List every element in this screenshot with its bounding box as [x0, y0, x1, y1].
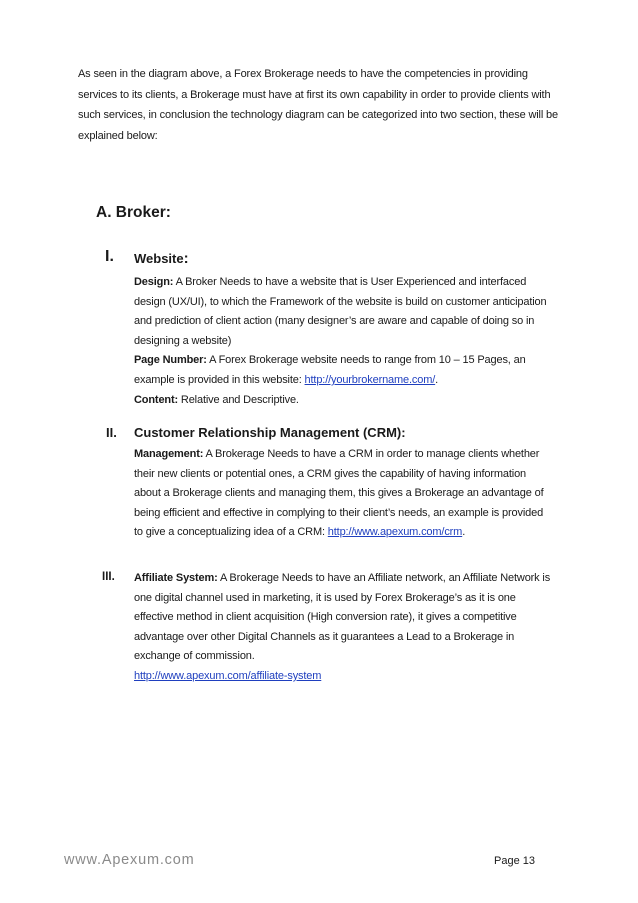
affiliate-text: A Brokerage Needs to have an Affiliate network, an Affiliate Network is one digital channel used in marketing, it is used by Forex Brokerage’s as it is one effective method in client acquisition (High conversion rate), it gives a competitive advantage over other Digital Channels as it guarantees a Lead to a Brokerage in exchange of commission.	[134, 572, 551, 663]
page-number-text: A Forex Brokerage website needs to range from 10 – 15 Pages, an example is provided in this website:	[134, 354, 526, 386]
broker-website-link[interactable]: http://yourbrokername.com/	[304, 373, 436, 386]
content-text: Relative and Descriptive.	[178, 393, 299, 406]
item-body-affiliate	[134, 569, 554, 687]
affiliate-link[interactable]: http://www.apexum.com/affiliate-system	[134, 669, 322, 682]
numeral-i: I.	[105, 248, 114, 265]
crm-link[interactable]: http://www.apexum.com/crm	[327, 526, 463, 539]
design-label: Design:	[134, 276, 174, 288]
item-title-crm: Customer Relationship Management (CRM):	[134, 425, 406, 440]
affiliate-label: Affiliate System:	[134, 572, 218, 584]
page-number-after: .	[435, 373, 439, 386]
numeral-ii: II.	[106, 425, 117, 440]
item-title-website-text: Website	[134, 251, 184, 266]
section-heading-broker: A. Broker:	[96, 204, 171, 221]
management-label: Management:	[134, 448, 204, 460]
item-title-website-colon: :	[183, 250, 189, 267]
item-title-website	[134, 250, 189, 267]
numeral-iii: III.	[102, 571, 115, 583]
management-after: .	[462, 526, 466, 539]
content-label: Content:	[134, 393, 179, 406]
intro-paragraph: As seen in the diagram above, a Forex Brokerage needs to have the competencies in providing services to its clients, a Brokerage must have at first its own capability in order to provide clients with such services, in conclusion the technology diagram can be categorized into two section, these will be explained below:	[78, 68, 558, 142]
item-body-crm	[134, 445, 554, 543]
footer-website: www.Apexum.com	[64, 852, 195, 868]
management-text: A Brokerage Needs to have a CRM in order to manage clients whether their new clients or potential ones, a CRM gives the capability of having information about a Brokerage clients and managing them, this gives a Brokerage an advantage of being efficient and effective in complying to their client’s needs, an example is provided to give a conceptualizing idea of a CRM:	[134, 448, 544, 539]
page-number-label: Page Number:	[134, 354, 207, 367]
item-body-website	[134, 273, 554, 410]
footer-page-number: Page 13	[494, 855, 535, 867]
design-text: A Broker Needs to have a website that is User Experienced and interfaced design (UX/UI), to which the Framework of the website is build on customer anticipation and prediction of client action (many designer’s are aware and capable of doing so in designing a website)	[134, 276, 547, 347]
